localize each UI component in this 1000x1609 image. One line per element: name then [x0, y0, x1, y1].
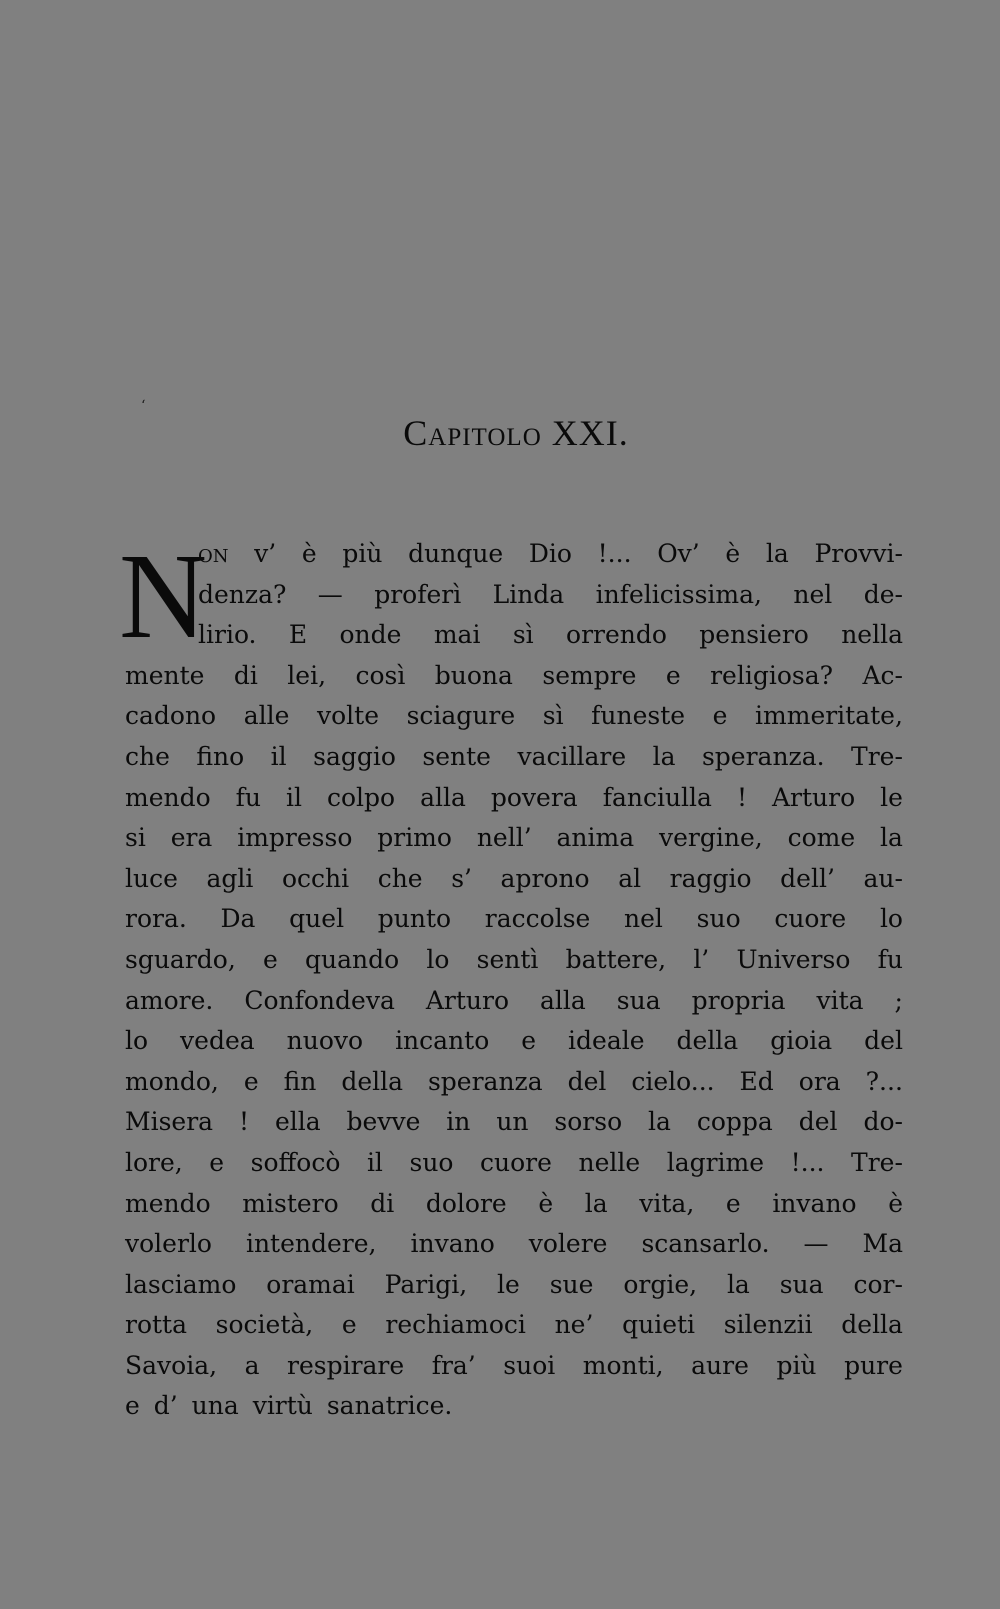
word: sì — [512, 620, 534, 650]
word: in — [446, 1107, 471, 1137]
word: vita, — [639, 1188, 695, 1218]
word: la — [652, 741, 676, 771]
word: oramai — [266, 1269, 355, 1299]
word: sguardo, — [125, 944, 236, 974]
word: più — [342, 539, 383, 568]
word: denza? — [198, 579, 287, 609]
paragraph-line — [125, 615, 903, 656]
word: Ov’ — [657, 539, 700, 568]
word: — — [803, 1229, 829, 1259]
word: e — [341, 1310, 357, 1340]
word: quando — [305, 944, 400, 974]
word: saggio — [313, 741, 396, 771]
word: Ma — [862, 1229, 903, 1259]
word: della — [341, 1066, 404, 1096]
word: più — [776, 1350, 817, 1380]
word: E — [288, 620, 308, 650]
word: lirio. — [198, 620, 257, 650]
word: lo — [426, 944, 450, 974]
word: è — [725, 539, 741, 568]
word: nell’ — [476, 823, 532, 853]
word: de- — [863, 579, 903, 609]
word: vedea — [180, 1026, 255, 1056]
word: Parigi, — [384, 1269, 468, 1299]
word: Ac- — [862, 660, 903, 690]
ink-speck: ‘ — [141, 398, 146, 414]
word: ora — [798, 1066, 841, 1096]
word: impresso — [237, 823, 353, 853]
word: bevve — [346, 1107, 421, 1137]
word: alla — [539, 985, 586, 1015]
word: battere, — [565, 944, 667, 974]
word: e — [725, 1188, 741, 1218]
paragraph-line — [125, 859, 903, 900]
word: ideale — [568, 1026, 645, 1056]
word: raggio — [669, 863, 752, 893]
word: gioia — [770, 1026, 833, 1056]
word: suo — [696, 904, 741, 934]
paragraph-line — [125, 1346, 903, 1387]
word: sente — [422, 741, 491, 771]
word: pure — [844, 1350, 903, 1380]
word: un — [496, 1107, 529, 1137]
word: orrendo — [566, 620, 667, 650]
paragraph-line — [125, 1184, 903, 1225]
word: nelle — [578, 1147, 641, 1177]
word: punto — [377, 904, 452, 934]
word: che — [125, 741, 170, 771]
word: ?... — [865, 1066, 903, 1096]
word: fra’ — [431, 1350, 476, 1380]
word: fanciulla — [602, 782, 712, 812]
paragraph-line — [125, 1021, 903, 1062]
paragraph-line — [125, 1143, 903, 1184]
word: volerlo — [125, 1229, 212, 1259]
word: rechiamoci — [385, 1310, 526, 1340]
word: propria — [691, 985, 786, 1015]
word: orgie, — [623, 1269, 698, 1299]
word: luce — [125, 863, 178, 893]
word: le — [880, 782, 903, 812]
word: e — [243, 1066, 259, 1096]
word: volte — [316, 701, 379, 731]
word: sì — [542, 701, 564, 731]
word: l’ — [693, 944, 710, 974]
word: — — [317, 579, 343, 609]
paragraph-line — [125, 737, 903, 778]
word: mondo, — [125, 1066, 219, 1096]
word: sua — [779, 1269, 824, 1299]
word: colpo — [326, 782, 396, 812]
word: lei, — [287, 660, 327, 690]
word: mistero — [242, 1188, 339, 1218]
word: di — [370, 1188, 395, 1218]
first-word-rest: on — [198, 539, 229, 568]
word: sue — [549, 1269, 594, 1299]
word: pensiero — [699, 620, 809, 650]
word: dolore — [425, 1188, 507, 1218]
word: suoi — [503, 1350, 556, 1380]
word: anima — [556, 823, 635, 853]
paragraph-line — [125, 1224, 903, 1265]
word: cor- — [853, 1269, 903, 1299]
word: alla — [420, 782, 466, 812]
word: mente — [125, 660, 205, 690]
word: !... — [790, 1147, 825, 1177]
word: sorso — [554, 1107, 623, 1137]
word: società, — [215, 1310, 314, 1340]
word: nuovo — [286, 1026, 364, 1056]
word: la — [584, 1188, 608, 1218]
word: il — [286, 782, 302, 812]
chapter-heading — [16, 412, 1000, 454]
word: come — [787, 823, 856, 853]
word: della — [841, 1310, 903, 1340]
word: di — [233, 660, 258, 690]
chapter-title-number: XXI. — [551, 413, 629, 453]
word: mendo — [125, 782, 211, 812]
word: del — [567, 1066, 607, 1096]
word: ne’ — [554, 1310, 594, 1340]
word: e — [263, 944, 278, 974]
word: dell’ — [780, 863, 835, 893]
word: sentì — [476, 944, 539, 974]
word: cielo... — [631, 1066, 715, 1096]
word: vacillare — [517, 741, 627, 771]
word: sempre — [542, 660, 637, 690]
word: incanto — [395, 1026, 490, 1056]
word: Linda — [492, 579, 565, 609]
word: Tre- — [851, 741, 903, 771]
word: Da — [220, 904, 256, 934]
word: cuore — [480, 1147, 552, 1177]
word: e — [209, 1147, 225, 1177]
word: la — [726, 1269, 750, 1299]
word: ella — [274, 1107, 321, 1137]
chapter-paragraph — [125, 534, 903, 1427]
word: e — [712, 701, 728, 731]
word: amore. — [125, 985, 214, 1015]
word: del — [798, 1107, 838, 1137]
word: quel — [289, 904, 345, 934]
word: ! — [238, 1107, 250, 1137]
paragraph-line — [125, 575, 903, 616]
word: fu — [235, 782, 262, 812]
word: lo — [879, 904, 903, 934]
word: au- — [863, 863, 903, 893]
word: quieti — [622, 1310, 696, 1340]
word: lore, — [125, 1147, 183, 1177]
word: sua — [616, 985, 661, 1015]
word: era — [170, 823, 213, 853]
word: s’ — [451, 863, 472, 893]
word: soffocò — [250, 1147, 341, 1177]
word: rora. — [125, 904, 187, 934]
word: speranza — [427, 1066, 543, 1096]
word: è — [538, 1188, 554, 1218]
word: invano — [410, 1229, 495, 1259]
word: della — [676, 1026, 739, 1056]
paragraph-line — [125, 778, 903, 819]
word: immeritate, — [755, 701, 903, 731]
word: il — [366, 1147, 383, 1177]
word: cuore — [774, 904, 847, 934]
word: intendere, — [245, 1229, 377, 1259]
word: alle — [243, 701, 290, 731]
word: le — [497, 1269, 520, 1299]
word: la — [648, 1107, 671, 1137]
word: il — [270, 741, 287, 771]
word: così — [355, 660, 406, 690]
paragraph-line — [125, 696, 903, 737]
word: speranza. — [701, 741, 825, 771]
word: è — [301, 539, 317, 568]
word: infelicissima, — [595, 579, 762, 609]
word: coppa — [696, 1107, 773, 1137]
word: invano — [772, 1188, 857, 1218]
word: si — [125, 823, 146, 853]
paragraph-line — [125, 1305, 903, 1346]
paragraph-line — [125, 899, 903, 940]
word: lo — [125, 1026, 149, 1056]
word: povera — [490, 782, 578, 812]
paragraph-line — [125, 534, 903, 575]
word: aure — [691, 1350, 749, 1380]
word: occhi — [281, 863, 350, 893]
word: respirare — [287, 1350, 405, 1380]
word: e — [665, 660, 681, 690]
paragraph-line — [125, 1102, 903, 1143]
paragraph-line — [125, 981, 903, 1022]
word: aprono — [500, 863, 590, 893]
paragraph-line — [125, 940, 903, 981]
paragraph-line — [125, 656, 903, 697]
word: suo — [409, 1147, 454, 1177]
word: buona — [434, 660, 513, 690]
word: v’ — [254, 539, 277, 568]
word: vita — [816, 985, 864, 1015]
word: Savoia, — [125, 1350, 218, 1380]
word: Misera — [125, 1107, 214, 1137]
word: fino — [196, 741, 245, 771]
word: primo — [377, 823, 452, 853]
word: del — [864, 1026, 903, 1056]
word: che — [377, 863, 423, 893]
word: Confondeva — [244, 985, 395, 1015]
word: ; — [894, 985, 903, 1015]
word: vergine, — [659, 823, 763, 853]
word: la — [765, 539, 789, 568]
word: mendo — [125, 1188, 211, 1218]
word: silenzii — [723, 1310, 813, 1340]
word: mai — [433, 620, 481, 650]
word: nella — [841, 620, 903, 650]
word: ! — [736, 782, 747, 812]
word: nel — [624, 904, 663, 934]
word: onde — [339, 620, 402, 650]
word: sciagure — [406, 701, 516, 731]
word: do- — [863, 1107, 903, 1137]
word: proferì — [374, 579, 462, 609]
word: Ed — [739, 1066, 774, 1096]
drop-cap: N — [119, 529, 208, 664]
word: al — [618, 863, 642, 893]
paragraph-line — [125, 1265, 903, 1306]
word: cadono — [125, 701, 217, 731]
word: !... — [597, 539, 632, 568]
paragraph-line — [125, 1062, 903, 1103]
word: lasciamo — [125, 1269, 237, 1299]
word: Provvi- — [814, 539, 903, 568]
word: Dio — [528, 539, 572, 568]
word: la — [880, 823, 903, 853]
word: nel — [793, 579, 833, 609]
word: lagrime — [666, 1147, 765, 1177]
word: Arturo — [425, 985, 509, 1015]
word: dunque — [408, 539, 504, 568]
word: raccolse — [484, 904, 591, 934]
word: agli — [206, 863, 254, 893]
word: volere — [528, 1229, 608, 1259]
word: funeste — [591, 701, 686, 731]
paragraph-line — [125, 818, 903, 859]
word: scansarlo. — [641, 1229, 770, 1259]
word: a — [244, 1350, 260, 1380]
word: e — [521, 1026, 537, 1056]
word: fu — [877, 944, 903, 974]
word: Arturo — [771, 782, 856, 812]
word: religiosa? — [710, 660, 834, 690]
paragraph-line: e d’ una virtù sanatrice. — [125, 1391, 453, 1421]
word: fin — [283, 1066, 317, 1096]
word: monti, — [582, 1350, 664, 1380]
word: Tre- — [851, 1147, 903, 1177]
word: rotta — [125, 1310, 187, 1340]
word: Universo — [736, 944, 851, 974]
chapter-title-prefix: Capitolo — [403, 413, 542, 453]
word: è — [888, 1188, 903, 1218]
